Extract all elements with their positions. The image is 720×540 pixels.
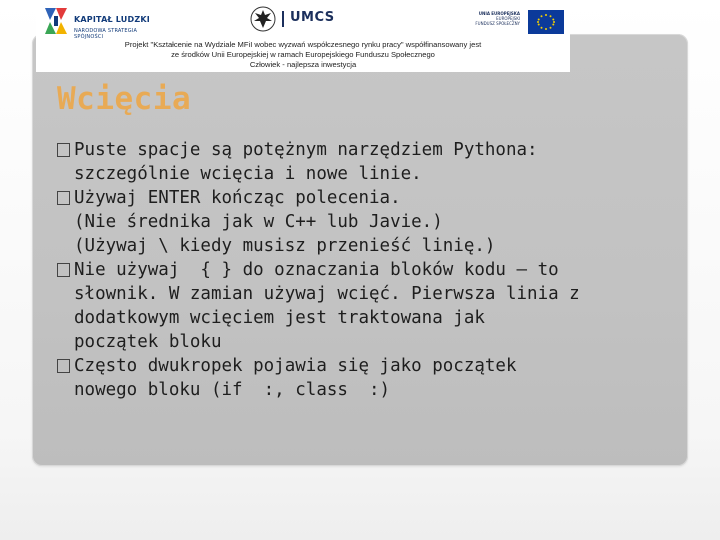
- square-bullet-icon: [57, 191, 70, 205]
- bullet-item: [57, 354, 677, 402]
- square-bullet-icon: [57, 143, 70, 157]
- slide-title: Wcięcia: [57, 81, 192, 117]
- bullet-line: (Nie średnika jak w C++ lub Javie.): [74, 212, 443, 232]
- eu-flag-icon: [528, 10, 564, 34]
- umcs-logo: [250, 6, 360, 32]
- bullet-line: słownik. W zamian używaj wcięć. Pierwsza linia z: [74, 284, 580, 304]
- bullet-item: [57, 186, 677, 258]
- project-funding-note: [36, 40, 570, 70]
- bullet-line: Nie używaj { } do oznaczania bloków kodu – to: [74, 260, 559, 280]
- square-bullet-icon: [57, 263, 70, 277]
- bullet-line: dodatkowym wcięciem jest traktowana jak: [74, 308, 485, 328]
- bullet-line: szczególnie wcięcia i nowe linie.: [74, 164, 422, 184]
- bullet-line: (Używaj \ kiedy musisz przenieść linię.): [74, 236, 496, 256]
- eu-text: [462, 11, 520, 26]
- bullet-item: [57, 258, 677, 354]
- bullet-list: [57, 138, 677, 402]
- project-line-3: Człowiek - najlepsza inwestycja: [249, 60, 357, 69]
- eu-line-1: EUROPEJSKI: [496, 16, 520, 21]
- umcs-divider: [282, 11, 284, 27]
- eu-line-2: FUNDUSZ SPOŁECZNY: [475, 21, 520, 26]
- bullet-item: [57, 138, 677, 186]
- kapital-ludzki-title: KAPITAŁ LUDZKI: [74, 15, 150, 24]
- square-bullet-icon: [57, 359, 70, 373]
- kapital-ludzki-logo: [42, 6, 162, 38]
- bullet-line: Używaj ENTER kończąc polecenia.: [74, 188, 401, 208]
- bullet-line: początek bloku: [74, 332, 222, 352]
- bullet-line: nowego bloku (if :, class :): [74, 380, 391, 400]
- bullet-line: Puste spacje są potężnym narzędziem Pythona:: [74, 140, 538, 160]
- logo-header: [36, 0, 570, 72]
- eu-logo: [462, 10, 566, 34]
- project-line-1: Projekt "Kształcenie na Wydziale MFiI wobec wyzwań współczesnego rynku pracy" współfinansowany jest: [124, 40, 482, 49]
- eagle-crest-icon: [250, 6, 276, 32]
- eu-title: UNIA EUROPEJSKA: [478, 11, 520, 16]
- bullet-line: Często dwukropek pojawia się jako początek: [74, 356, 517, 376]
- kapital-ludzki-mark-icon: [42, 6, 70, 36]
- project-line-2: ze środków Unii Europejskiej w ramach Europejskiego Funduszu Społecznego: [171, 50, 435, 59]
- umcs-wordmark: UMCS: [290, 10, 335, 25]
- kapital-ludzki-subtitle: NARODOWA STRATEGIA SPÓJNOŚCI: [74, 28, 138, 40]
